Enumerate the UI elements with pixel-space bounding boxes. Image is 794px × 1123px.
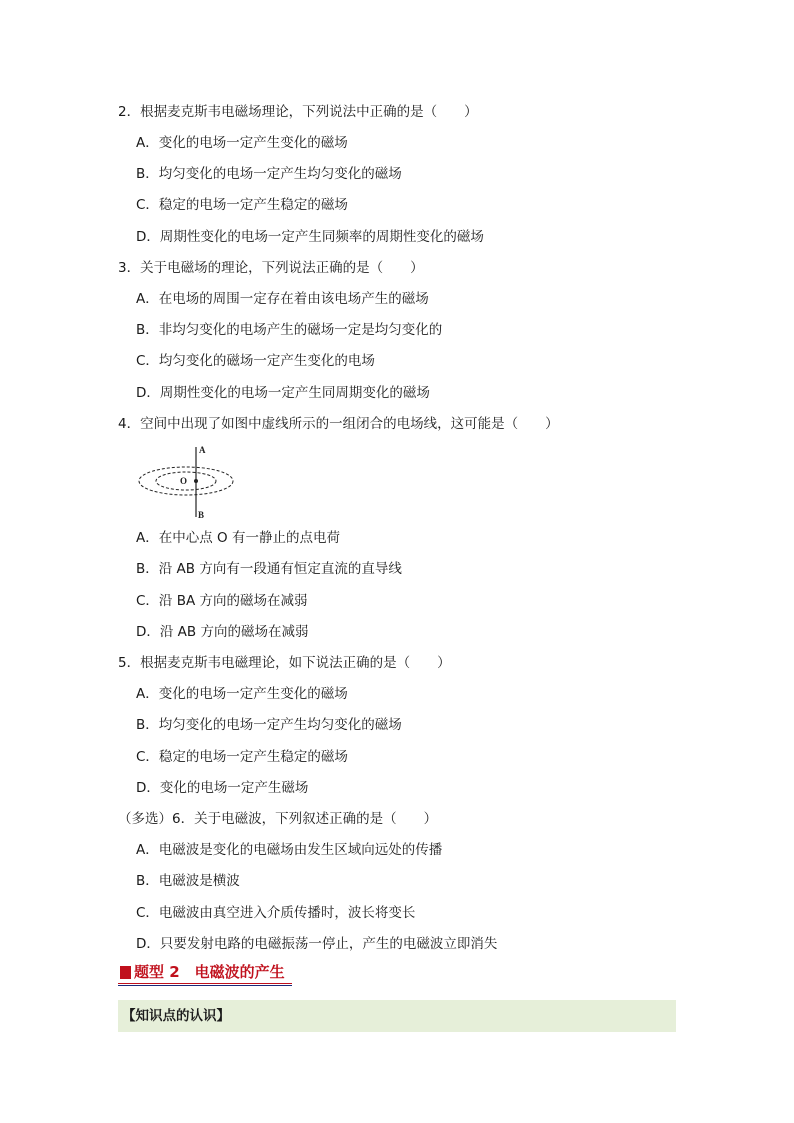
question-2-option-a: A．变化的电场一定产生变化的磁场 bbox=[136, 135, 348, 151]
knowledge-box bbox=[118, 1000, 676, 1032]
section-title: 题型 2 电磁波的产生 bbox=[134, 963, 285, 981]
field-lines-figure bbox=[136, 443, 256, 521]
section-heading bbox=[118, 962, 292, 986]
question-5-option-d: D．变化的电场一定产生磁场 bbox=[136, 780, 309, 796]
label-b: B bbox=[198, 510, 205, 520]
question-5-option-c: C．稳定的电场一定产生稳定的磁场 bbox=[136, 749, 348, 765]
section-marker-icon bbox=[120, 966, 131, 979]
center-point bbox=[194, 479, 198, 483]
question-2-stem: 2．根据麦克斯韦电磁场理论，下列说法中正确的是（ ） bbox=[118, 104, 478, 120]
question-5-option-a: A．变化的电场一定产生变化的磁场 bbox=[136, 686, 348, 702]
question-6-option-d: D．只要发射电路的电磁振荡一停止，产生的电磁波立即消失 bbox=[136, 936, 498, 952]
question-6-option-b: B．电磁波是横波 bbox=[136, 873, 240, 889]
question-2-option-c: C．稳定的电场一定产生稳定的磁场 bbox=[136, 197, 348, 213]
question-3-option-d: D．周期性变化的电场一定产生同周期变化的磁场 bbox=[136, 385, 430, 401]
question-3-option-c: C．均匀变化的磁场一定产生变化的电场 bbox=[136, 353, 375, 369]
question-3-option-b: B．非均匀变化的电场产生的磁场一定是均匀变化的 bbox=[136, 322, 443, 338]
label-o: O bbox=[180, 476, 188, 486]
question-4-option-b: B．沿 AB 方向有一段通有恒定直流的直导线 bbox=[136, 561, 402, 577]
question-4-option-a: A．在中心点 O 有一静止的点电荷 bbox=[136, 530, 340, 546]
section-underline bbox=[118, 983, 292, 986]
question-3-stem: 3．关于电磁场的理论，下列说法正确的是（ ） bbox=[118, 260, 424, 276]
question-5-option-b: B．均匀变化的电场一定产生均匀变化的磁场 bbox=[136, 717, 402, 733]
question-4-option-d: D．沿 AB 方向的磁场在减弱 bbox=[136, 624, 309, 640]
knowledge-label: 【知识点的认识】 bbox=[122, 1008, 230, 1024]
question-4-option-c: C．沿 BA 方向的磁场在减弱 bbox=[136, 593, 308, 609]
question-6-stem: （多选）6．关于电磁波，下列叙述正确的是（ ） bbox=[118, 811, 438, 827]
question-2-option-d: D．周期性变化的电场一定产生同频率的周期性变化的磁场 bbox=[136, 229, 484, 245]
question-2-option-b: B．均匀变化的电场一定产生均匀变化的磁场 bbox=[136, 166, 402, 182]
question-4-stem: 4．空间中出现了如图中虚线所示的一组闭合的电场线，这可能是（ ） bbox=[118, 416, 559, 432]
question-6-option-a: A．电磁波是变化的电磁场由发生区域向远处的传播 bbox=[136, 842, 443, 858]
question-3-option-a: A．在电场的周围一定存在着由该电场产生的磁场 bbox=[136, 291, 429, 307]
question-5-stem: 5．根据麦克斯韦电磁理论，如下说法正确的是（ ） bbox=[118, 655, 451, 671]
label-a: A bbox=[199, 445, 206, 455]
question-6-option-c: C．电磁波由真空进入介质传播时，波长将变长 bbox=[136, 905, 416, 921]
